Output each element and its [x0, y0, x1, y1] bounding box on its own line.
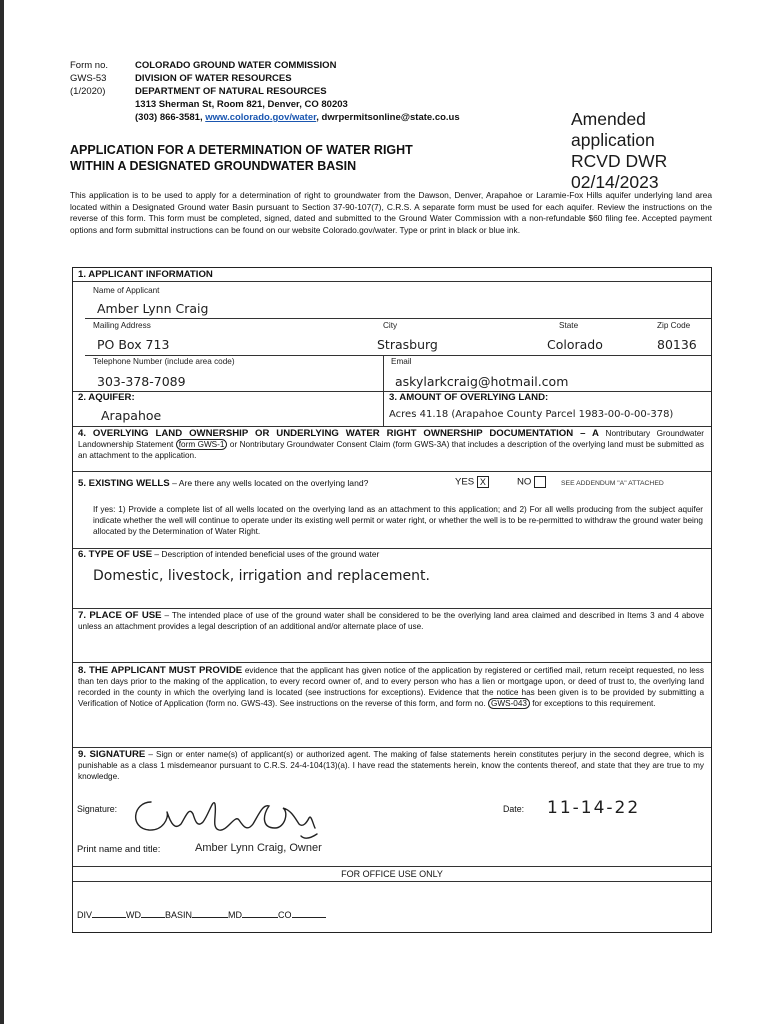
- section-7-body: – The intended place of use of the ground water shall be considered to be the overlying land area claimed and described in Items 3 and 4 above unless an attachment provides a legal description of an additional and/or alternate place of use.: [78, 611, 704, 631]
- form-gws-043-reference: GWS-043: [488, 698, 530, 709]
- section-6-header: [78, 549, 379, 560]
- section-5-header: [78, 478, 368, 489]
- office-wd-label: WD: [126, 910, 142, 920]
- title-line-1: APPLICATION FOR A DETERMINATION OF WATER RIGHT: [70, 143, 413, 157]
- city-label: City: [383, 321, 398, 330]
- city-value[interactable]: Strasburg: [377, 337, 438, 352]
- intro-paragraph: This application is to be used to apply for a determination of right to groundwater from the Dawson, Denver, Arapahoe or Laramie-Fox Hills aquifer underlying land area located within a Designated Ground water Basin pursuant to Section 37-90-107(7), C.R.S. A separate form must be used for each aquifer. Review the instructions on the reverse of this form. This form must be completed, signed, dated and submitted to the Ground Water Commission with a non-refundable $60 filing fee. Accepted payment options and form submittal instructions can be found on our website Colorado.gov/water. Type or print in black or blue ink.: [70, 190, 712, 235]
- application-form: [72, 267, 712, 933]
- print-name-label: Print name and title:: [77, 843, 161, 854]
- agency-address: 1313 Sherman St, Room 821, Denver, CO 80203: [135, 99, 348, 110]
- zip-value[interactable]: 80136: [657, 337, 697, 352]
- agency-phone: (303) 866-3581,: [135, 112, 206, 123]
- stamp-line-4: 02/14/2023: [571, 172, 659, 192]
- section-6-desc: – Description of intended beneficial uses of the ground water: [152, 549, 380, 559]
- zip-label: Zip Code: [657, 321, 691, 330]
- wells-yes-label: YES: [455, 476, 475, 488]
- office-md-field[interactable]: [242, 908, 278, 918]
- section-8: [78, 665, 704, 709]
- title-line-2: WITHIN A DESIGNATED GROUNDWATER BASIN: [70, 159, 357, 173]
- mailing-address-value[interactable]: PO Box 713: [97, 337, 170, 352]
- section-4-text-b: or Nontributary Groundwater Consent Claim (form GWS-3A) that includes a description of the overlying land must be submitted as an attachment to the application.: [78, 440, 705, 460]
- office-basin-label: BASIN: [165, 910, 193, 920]
- agency-line-2: DIVISION OF WATER RESOURCES: [135, 73, 292, 84]
- wells-no-checkbox[interactable]: [534, 476, 546, 488]
- signature-date-value[interactable]: 11-14-22: [547, 798, 641, 818]
- wells-no-label: NO: [517, 476, 532, 488]
- agency-block: [135, 59, 565, 124]
- section-5-question: – Are there any wells located on the overlying land?: [169, 478, 369, 488]
- form-number-block: [70, 59, 130, 98]
- form-gws-1-reference: form GWS-1: [176, 439, 228, 450]
- wells-no-option: [517, 476, 546, 488]
- state-label: State: [559, 321, 579, 330]
- section-7: [78, 610, 704, 632]
- section-4-heading: 4. OVERLYING LAND OWNERSHIP OR UNDERLYING WATER RIGHT OWNERSHIP DOCUMENTATION: [78, 428, 574, 439]
- office-co-field[interactable]: [292, 908, 326, 918]
- section-3-heading: 3. AMOUNT OF OVERLYING LAND:: [389, 392, 549, 403]
- applicant-name-value[interactable]: Amber Lynn Craig: [97, 301, 209, 316]
- applicant-signature[interactable]: [123, 784, 363, 844]
- form-no: GWS-53: [70, 73, 107, 84]
- scan-edge: [0, 0, 4, 1024]
- section-4-dash: – A: [573, 428, 599, 439]
- amended-stamp: [571, 109, 731, 193]
- signature-label: Signature:: [77, 804, 118, 814]
- section-5-body: If yes: 1) Provide a complete list of all wells located on the overlying land as an attachment to this application; and 2) For all wells producing from the subject aquifer indicate whether the well will continue to operate under its existing well permit or water right, or whether the well is to be re-permitted to withdraw the ground water being allocated by the Determination of Water Right.: [93, 505, 703, 536]
- section-4-text-a: Nontributary Groundwater Landownership Statement: [78, 429, 704, 449]
- office-wd-field[interactable]: [141, 908, 165, 918]
- email-label: Email: [391, 357, 412, 366]
- phone-value[interactable]: 303-378-7089: [97, 374, 186, 389]
- overlying-land-value[interactable]: Acres 41.18 (Arapahoe County Parcel 1983-00-0-00-378): [389, 409, 674, 420]
- document-title: [70, 142, 550, 174]
- form-date: (1/2020): [70, 86, 106, 97]
- addendum-note: SEE ADDENDUM "A" ATTACHED: [561, 480, 664, 487]
- section-9: [78, 749, 704, 782]
- phone-label: Telephone Number (include area code): [93, 357, 235, 366]
- office-basin-field[interactable]: [192, 908, 228, 918]
- state-value[interactable]: Colorado: [547, 337, 603, 352]
- office-use-fields: [77, 908, 326, 920]
- section-8-heading: 8. THE APPLICANT MUST PROVIDE: [78, 665, 243, 676]
- section-8-text-b: for exceptions to this requirement.: [529, 699, 656, 708]
- applicant-name-label: Name of Applicant: [93, 286, 160, 295]
- wells-yes-checkbox[interactable]: X: [477, 476, 489, 488]
- section-8-text-a: evidence that the applicant has given notice of the application by registered or certified mail, return receipt requested, no less than ten days prior to the making of the application, to every record owner of, and to every person who has a lien or mortgage upon, or deed of trust to, the overlying land recorded in the county in which the overlying land is located (see instructions for exceptions). Evidence that the notice has been given is to be provided by submitting a Verification of Notice of Application (form no. GWS-43). See instructions on the reverse of this form, and form no.: [78, 666, 704, 708]
- agency-website-link[interactable]: www.colorado.gov/water: [205, 112, 317, 123]
- section-1-heading: 1. APPLICANT INFORMATION: [78, 269, 213, 280]
- stamp-line-1: Amended: [571, 109, 646, 129]
- section-5-heading: 5. EXISTING WELLS: [78, 478, 170, 489]
- type-of-use-value[interactable]: Domestic, livestock, irrigation and replacement.: [93, 568, 430, 584]
- stamp-line-3: RCVD DWR: [571, 151, 668, 171]
- stamp-line-2: application: [571, 130, 655, 150]
- office-md-label: MD: [228, 910, 243, 920]
- agency-line-1: COLORADO GROUND WATER COMMISSION: [135, 60, 337, 71]
- agency-line-3: DEPARTMENT OF NATURAL RESOURCES: [135, 86, 327, 97]
- office-div-field[interactable]: [92, 908, 126, 918]
- section-2-heading: 2. AQUIFER:: [78, 392, 135, 403]
- section-6-heading: 6. TYPE OF USE: [78, 549, 153, 560]
- form-no-label: Form no.: [70, 60, 109, 71]
- date-label: Date:: [503, 804, 525, 814]
- office-use-heading: FOR OFFICE USE ONLY: [341, 869, 443, 879]
- mailing-address-label: Mailing Address: [93, 321, 151, 330]
- agency-email: , dwrpermitsonline@state.co.us: [316, 112, 460, 123]
- section-9-body: – Sign or enter name(s) of applicant(s) or authorized agent. The making of false statements herein constitutes perjury in the second degree, which is punishable as a class 1 misdemeanor pursuant to C.R.S. 24-4-104(13)(a). I have read the statements herein, know the contents thereof, and state that they are true to my knowledge.: [78, 750, 705, 781]
- office-div-label: DIV: [77, 910, 93, 920]
- print-name-value[interactable]: Amber Lynn Craig, Owner: [195, 842, 322, 854]
- section-9-heading: 9. SIGNATURE: [78, 749, 146, 760]
- agency-contact: [135, 111, 565, 124]
- email-value[interactable]: askylarkcraig@hotmail.com: [395, 374, 569, 389]
- section-4: [78, 428, 704, 461]
- office-co-label: CO: [278, 910, 292, 920]
- wells-yes-option: [455, 476, 489, 488]
- aquifer-value[interactable]: Arapahoe: [101, 408, 162, 423]
- section-7-heading: 7. PLACE OF USE: [78, 610, 162, 621]
